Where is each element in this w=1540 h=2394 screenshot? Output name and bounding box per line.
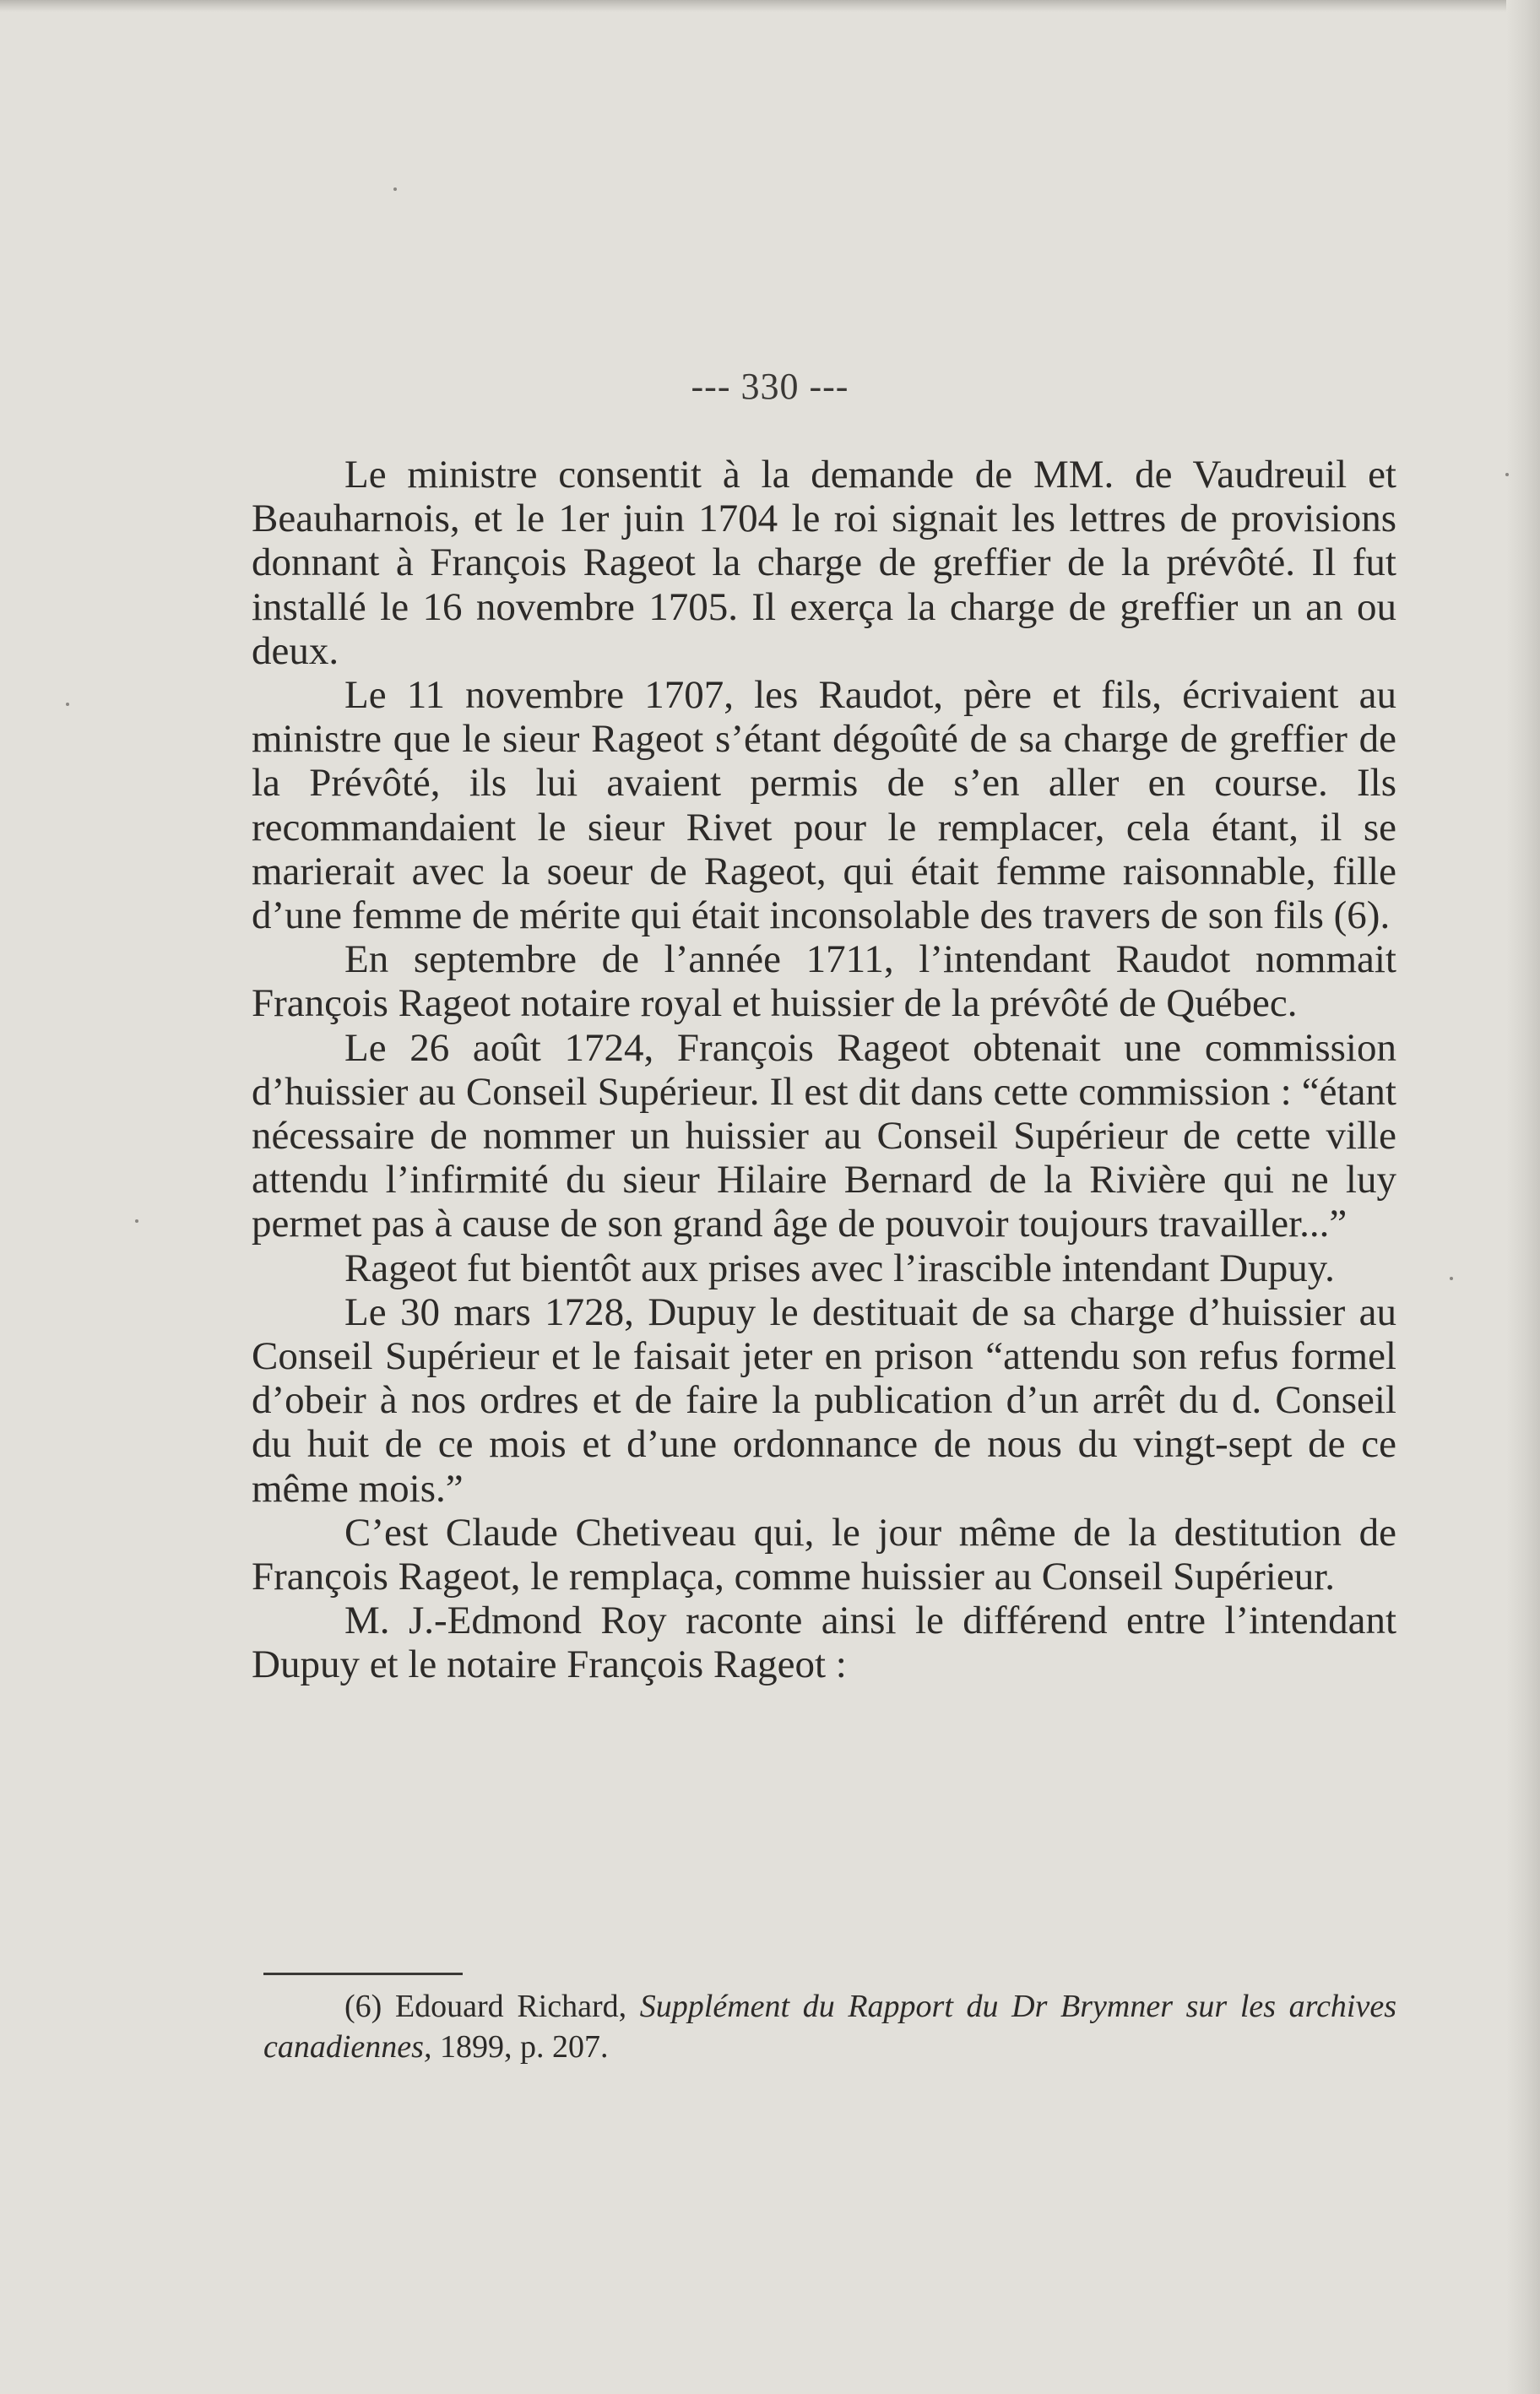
page-right-edge — [1506, 0, 1540, 2394]
page-number: --- 330 --- — [691, 366, 849, 407]
paper-speck — [135, 1219, 138, 1223]
paper-speck — [1450, 1277, 1453, 1280]
footnote-marker: (6) — [344, 1989, 382, 2024]
footnote-details: 1899, p. 207. — [439, 2029, 609, 2065]
footnote-author: Edouard Richard, — [394, 1989, 627, 2024]
paper-speck — [393, 187, 397, 191]
paper-speck — [1505, 473, 1509, 476]
paragraph: Le 30 mars 1728, Dupuy le destituait de sa charge d’huissier au Conseil Supérieur et le faisait jeter en prison “attendu son refus formel d’obeir à nos ordres et de faire la publication d’un arrêt du d. Conseil du huit de ce mois et d’une ordonnance de nous du vingt-sept de ce même mois.” — [252, 1289, 1396, 1511]
paragraph: En septembre de l’année 1711, l’intendant Raudot nommait François Rageot notaire royal et huissier de la prévôté de Québec. — [252, 937, 1396, 1026]
paragraph: M. J.-Edmond Roy raconte ainsi le différend entre l’intendant Dupuy et le notaire François Rageot : — [252, 1599, 1396, 1687]
paragraph: Le 26 août 1724, François Rageot obtenait une commission d’huissier au Conseil Supérieur. Il est dit dans cette commission : “étant nécessaire de nommer un huissier au Conseil Supérieur de cette ville attendu l’infirmité du sieur Hilaire Bernard de la Rivière qui ne luy permet pas à cause de son grand âge de pouvoir toujours travailler...” — [252, 1025, 1396, 1246]
footnote-title: Supplément du Rapport du Dr Brymner sur les archives canadiennes, — [263, 1989, 1397, 2065]
paper-speck — [66, 703, 69, 706]
paragraph: Le ministre consentit à la demande de MM. de Vaudreuil et Beauharnois, et le 1er juin 1704 le roi signait les lettres de provisions donnant à François Rageot la charge de greffier de la prévôté. Il fut installé le 16 novembre 1705. Il exerça la charge de greffier un an ou deux. — [252, 453, 1396, 673]
paragraph: Rageot fut bientôt aux prises avec l’irascible intendant Dupuy. — [344, 1246, 1335, 1290]
footnote-separator — [263, 1973, 463, 1975]
paragraph: Le 11 novembre 1707, les Raudot, père et fils, écrivaient au ministre que le sieur Rageot s’étant dégoûté de sa charge de greffier de la Prévôté, ils lui avaient permis de s’en aller en course. Ils recommandaient le sieur Rivet pour le remplacer, cela étant, il se marierait avec la soeur de Rageot, qui était femme raisonnable, fille d’une femme de mérite qui était inconsolable des travers de son fils (6). — [252, 673, 1396, 938]
paragraph: C’est Claude Chetiveau qui, le jour même de la destitution de François Rageot, le remplaça, comme huissier au Conseil Supérieur. — [252, 1510, 1396, 1599]
footnote — [263, 1986, 1396, 2067]
body-text — [252, 453, 1396, 1687]
page-top-edge — [0, 0, 1540, 12]
